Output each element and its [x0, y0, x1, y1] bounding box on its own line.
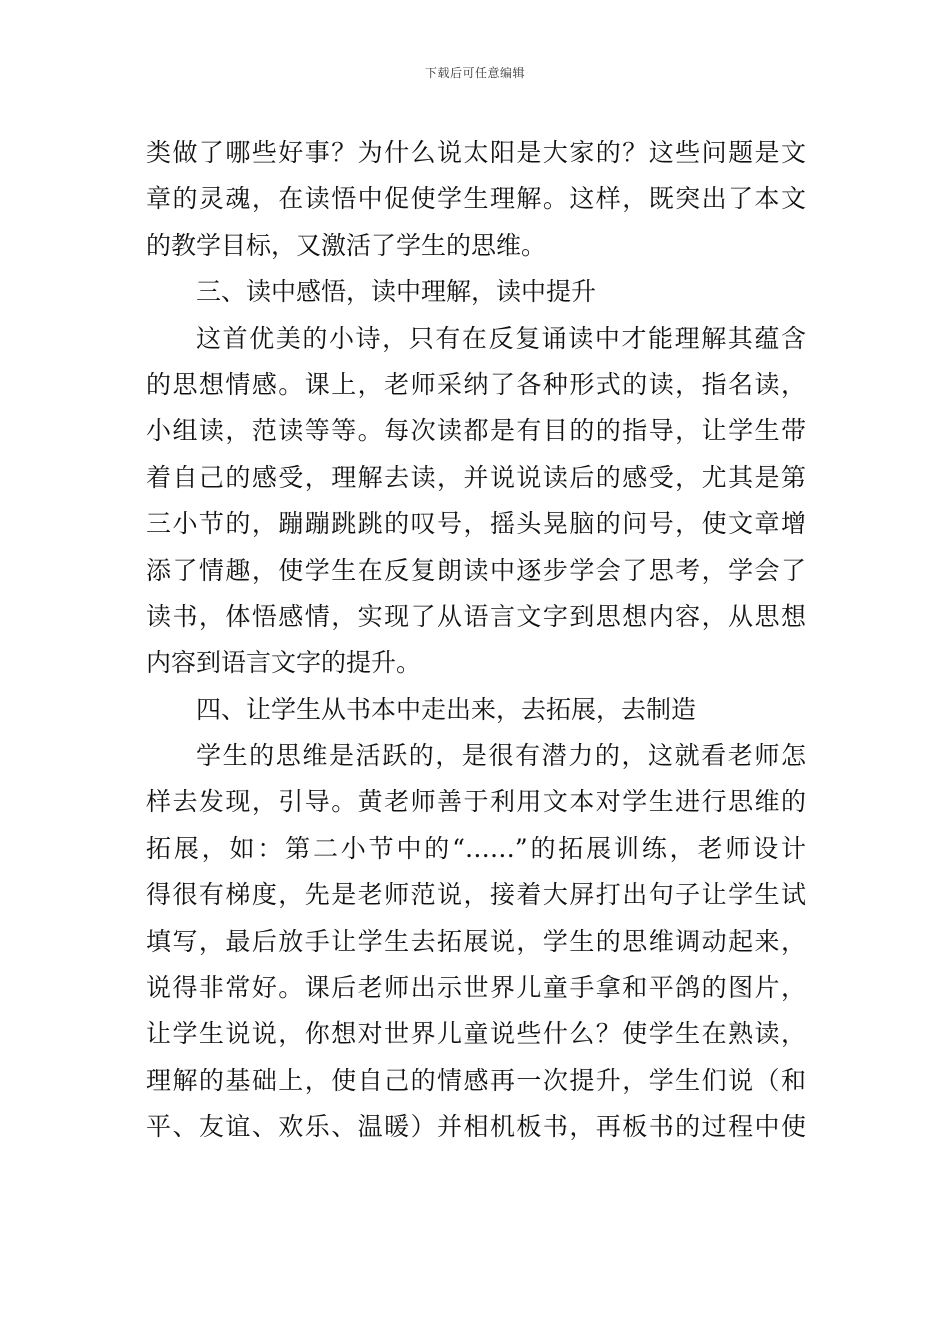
text-line: 说得非常好。课后老师出示世界儿童手拿和平鸽的图片，	[146, 973, 806, 1003]
text-line: 样去发现，引导。黄老师善于利用文本对学生进行思维的	[146, 787, 806, 817]
text-line: 章的灵魂，在读悟中促使学生理解。这样，既突出了本文	[146, 184, 806, 214]
text-line: 添了情趣，使学生在反复朗读中逐步学会了思考，学会了	[146, 555, 806, 585]
text-line: 类做了哪些好事？为什么说太阳是大家的？这些问题是文	[146, 138, 806, 167]
text-line: 三小节的，蹦蹦跳跳的叹号，摇头晃脑的问号，使文章增	[146, 509, 806, 539]
document-body	[146, 130, 806, 1151]
text-line: 的思想情感。课上，老师采纳了各种形式的读，指名读，	[146, 369, 806, 399]
text-line: 着自己的感受，理解去读，并说说读后的感受，尤其是第	[146, 462, 806, 492]
text-line: 平、友谊、欢乐、温暖）并相机板书，再板书的过程中使	[146, 1112, 806, 1142]
text-line: 填写，最后放手让学生去拓展说，学生的思维调动起来，	[146, 926, 806, 956]
text-line: 四、让学生从书本中走出来，去拓展，去制造	[196, 694, 697, 724]
text-line: 三、读中感悟，读中理解，读中提升	[196, 277, 597, 307]
text-line: 理解的基础上，使自己的情感再一次提升，学生们说（和	[146, 1065, 806, 1095]
text-line: 内容到语言文字的提升。	[146, 648, 422, 678]
page-header: 下载后可任意编辑	[424, 66, 525, 80]
text-line: 让学生说说，你想对世界儿童说些什么？使学生在熟读，	[146, 1019, 806, 1049]
text-line: 这首优美的小诗，只有在反复诵读中才能理解其蕴含	[196, 323, 806, 353]
text-line: 得很有梯度，先是老师范说，接着大屏打出句子让学生试	[146, 880, 806, 910]
text-line: 学生的思维是活跃的，是很有潜力的，这就看老师怎	[196, 741, 806, 771]
text-line: 读书，体悟感情，实现了从语言文字到思想内容，从思想	[146, 601, 806, 631]
text-line: 小组读，范读等等。每次读都是有目的的指导，让学生带	[146, 416, 806, 446]
text-line: 拓展，如：第二小节中的“……”的拓展训练，老师设计	[146, 833, 806, 863]
text-line: 的教学目标，又激活了学生的思维。	[146, 230, 547, 260]
